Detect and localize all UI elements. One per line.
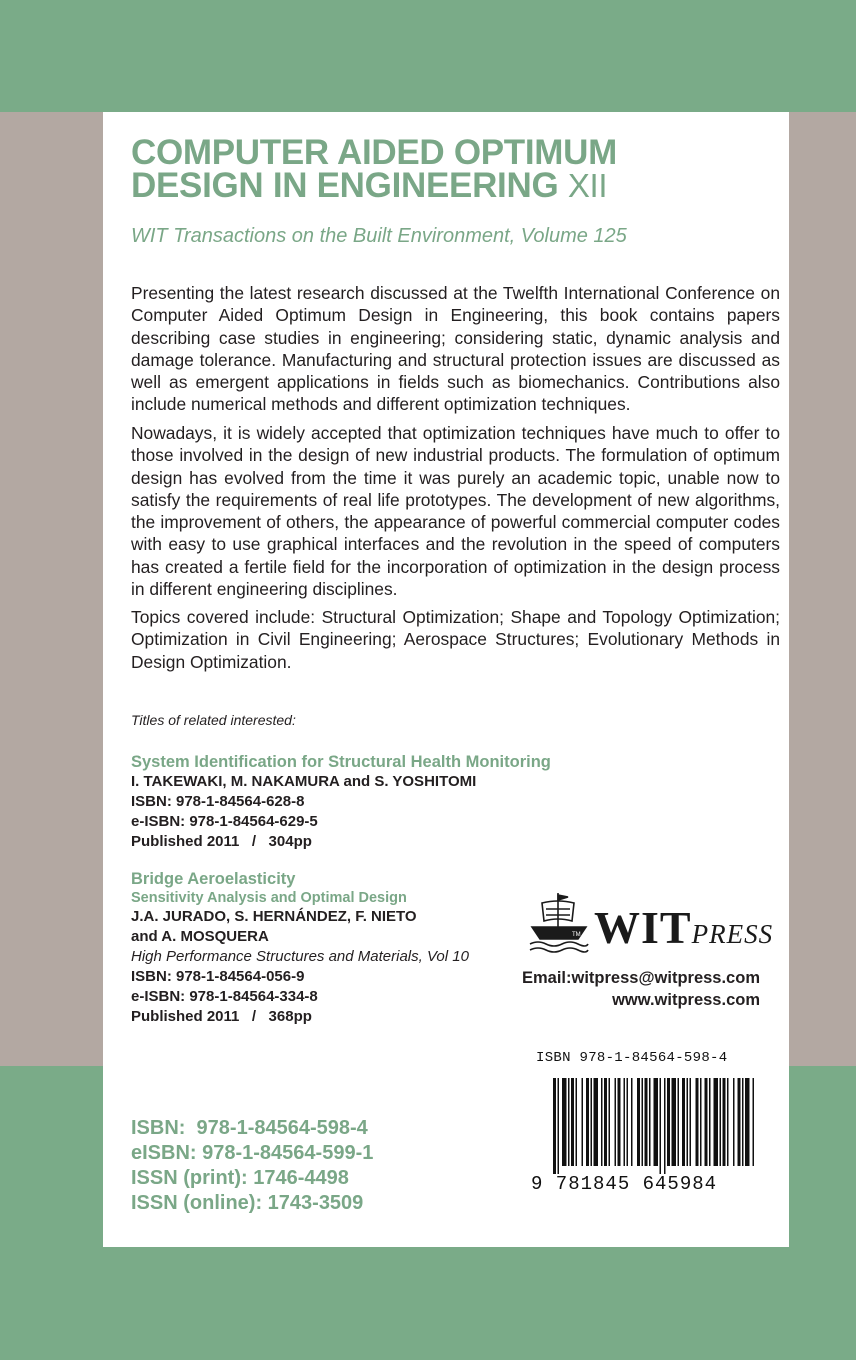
barcode-bar [604, 1078, 607, 1166]
barcode-bar [624, 1078, 626, 1166]
related-book-title: System Identification for Structural Health Monitoring [131, 753, 551, 771]
barcode-bar [615, 1078, 617, 1166]
barcode-bar [645, 1078, 648, 1166]
topics-paragraph: Topics covered include: Structural Optimization; Shape and Topology Optimization; Optimization in Civil Engineering; Aerospace Structures; Evolutionary Methods in Design Optimization. [131, 607, 780, 672]
related-book-published: Published 2011 / 368pp [131, 1008, 312, 1025]
issn-online: ISSN (online): 1743-3509 [131, 1192, 364, 1214]
related-book-isbn: ISBN: 978-1-84564-056-9 [131, 968, 305, 985]
issn-print: ISSN (print): 1746-4498 [131, 1167, 349, 1189]
barcode-bar [687, 1078, 689, 1166]
publisher-email: Email:witpress@witpress.com [521, 969, 760, 987]
barcode-bar [709, 1078, 711, 1166]
barcode-bar [660, 1078, 662, 1174]
barcode-bar [586, 1078, 589, 1166]
barcode-bar [723, 1078, 726, 1166]
title-line-2: DESIGN IN ENGINEERING [131, 166, 559, 205]
barcode-bar [637, 1078, 640, 1166]
description-paragraph-2: Nowadays, it is widely accepted that optimization techniques have much to offer to those involved in the design of new industrial products. The formulation of optimum design has evolved from the time it was purely an academic topic, unable now to satisfy the requirements of real life prototypes. The development of new algorithms, the improvement of others, the appearance of powerful commercial computer codes with easy to use graphical interfaces and the revolution in the speed of computers has created a fertile field for the incorporation of optimization in the design process in different engineering disciplines. [131, 423, 780, 600]
barcode-bar [727, 1078, 729, 1166]
related-book-published: Published 2011 / 304pp [131, 833, 312, 850]
book-title [131, 133, 617, 205]
related-book-subtitle: Sensitivity Analysis and Optimal Design [131, 890, 407, 906]
title-line-1: COMPUTER AIDED OPTIMUM [131, 133, 617, 172]
logo-press-text: PRESS [691, 919, 774, 949]
barcode-bar [753, 1078, 755, 1166]
barcode-bar [627, 1078, 629, 1166]
barcode-bar [733, 1078, 735, 1166]
barcode-bar [742, 1078, 744, 1166]
description-paragraph-1: Presenting the latest research discussed at the Twelfth International Conference on Computer Aided Optimum Design in Engineering, this book contains papers describing case studies in engineering; considering static, dynamic analysis and damage tolerance. Manufacturing and structural protection issues are discussed as well as emergent applications in fields such as biomechanics. Contributions also include numerical methods and different optimization techniques. [131, 283, 780, 415]
barcode-bar [576, 1078, 578, 1166]
barcode-bar [738, 1078, 741, 1166]
barcode-bar [672, 1078, 677, 1166]
barcode-isbn-label: ISBN 978-1-84564-598-4 [536, 1050, 728, 1066]
barcode-bar [562, 1078, 567, 1166]
series-subtitle: WIT Transactions on the Built Environment, Volume 125 [131, 225, 627, 247]
publisher-website: www.witpress.com [612, 991, 760, 1009]
related-book-2 [131, 869, 469, 1027]
related-book-title: Bridge Aeroelasticity [131, 870, 296, 888]
eisbn-number: eISBN: 978-1-84564-599-1 [131, 1142, 374, 1164]
barcode-bars [531, 1050, 763, 1174]
barcode-bar [682, 1078, 685, 1166]
barcode-bar [745, 1078, 750, 1166]
barcode-bar [553, 1078, 556, 1174]
related-book-series: High Performance Structures and Materials, Vol 10 [131, 948, 469, 965]
barcode-bar [714, 1078, 719, 1166]
isbn-number: ISBN: 978-1-84564-598-4 [131, 1117, 368, 1139]
barcode-bar [642, 1078, 644, 1166]
barcode-bar [609, 1078, 611, 1166]
barcode-bar [667, 1078, 670, 1166]
barcode-digits: 9 781845 645984 [531, 1173, 718, 1195]
barcode-bar [591, 1078, 593, 1166]
related-book-authors: I. TAKEWAKI, M. NAKAMURA and S. YOSHITOMI [131, 773, 477, 790]
related-book-eisbn: e-ISBN: 978-1-84564-334-8 [131, 988, 318, 1005]
barcode-bar [601, 1078, 603, 1166]
related-book-authors: J.A. JURADO, S. HERNÁNDEZ, F. NIETO [131, 908, 417, 925]
barcode-bar [700, 1078, 702, 1166]
isbn-barcode [531, 1050, 763, 1195]
barcode-bar [594, 1078, 599, 1166]
logo-wit-text: WIT [594, 902, 692, 953]
back-cover-panel [103, 112, 789, 1247]
barcode-bar [664, 1078, 666, 1174]
svg-text:TM: TM [572, 932, 581, 938]
barcode-bar [690, 1078, 692, 1166]
logo-wordmark [594, 901, 773, 954]
barcode-bar [705, 1078, 708, 1166]
barcode-bar [571, 1078, 574, 1166]
related-book-authors-cont: and A. MOSQUERA [131, 928, 269, 945]
related-book-eisbn: e-ISBN: 978-1-84564-629-5 [131, 813, 318, 830]
barcode-bar [720, 1078, 722, 1166]
related-book-isbn: ISBN: 978-1-84564-628-8 [131, 793, 305, 810]
identifier-block [131, 1116, 373, 1216]
barcode-bar [678, 1078, 680, 1166]
barcode-bar [649, 1078, 651, 1166]
related-book-1 [131, 752, 551, 852]
barcode-bar [558, 1078, 560, 1174]
barcode-bar [568, 1078, 570, 1166]
barcode-bar [696, 1078, 699, 1166]
barcode-bar [582, 1078, 584, 1166]
barcode-bar [631, 1078, 633, 1166]
barcode-bar [654, 1078, 659, 1166]
ship-emblem-icon [528, 889, 590, 955]
barcode-bar [618, 1078, 621, 1166]
related-titles-heading: Titles of related interested: [131, 712, 296, 728]
witpress-logo [528, 889, 774, 955]
title-volume-numeral: XII [567, 167, 608, 204]
